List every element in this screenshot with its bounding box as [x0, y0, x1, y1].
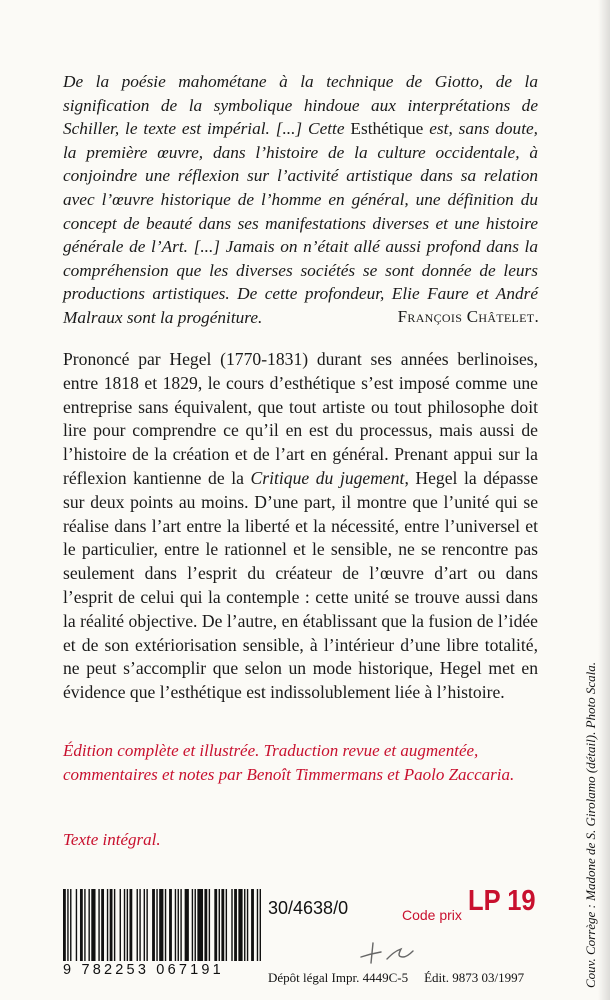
- barcode-bar: [120, 889, 121, 961]
- barcode-bar: [185, 889, 189, 961]
- barcode-bar: [88, 889, 89, 961]
- barcode-bar: [129, 889, 132, 961]
- quote-attribution: François Châtelet.: [397, 307, 539, 326]
- quote-part-2: est, sans doute, la première œuvre, dans l’histoire de la culture occidentale, à conjoindre une réflexion sur l’activité artistique dans sa relation avec l’œuvre historique de l’homme en général, une définition du concept de beauté dans ses manifestations diverses et une histoire générale de l’Art. [...] Jamais on n’était allé aussi profond dans la compréhension que les diverses sociétés se sont donnée de leurs productions artistiques. De cette profondeur, Elie Faure et André Malraux sont la progéniture.: [63, 119, 538, 327]
- edition-note: [63, 739, 553, 786]
- barcode-bar: [67, 889, 68, 961]
- barcode-bar: [144, 889, 145, 961]
- barcode-bar: [260, 889, 261, 961]
- barcode-bar: [110, 889, 113, 961]
- description-part-1: Prononcé par Hegel (1770-1831) durant ses années berlinoises, entre 1818 et 1829, le cours d’esthétique s’est imposé comme une entreprise sans équivalent, que tout artiste ou tout philosophe doit lire pour comprendre ce qu’il en est du processus, mais aussi de l’histoire de la création et de l’art en général. Prenant appui sur la réflexion kantienne de la: [63, 349, 538, 488]
- barcode-bar: [214, 889, 217, 961]
- integral-text-note: Texte intégral.: [63, 830, 161, 849]
- barcode-bar: [146, 889, 147, 961]
- price-code-label: Code prix: [402, 907, 462, 923]
- barcode-bar: [244, 889, 245, 961]
- edition-note-line-1: Édition complète et illustrée. Traduction revue et augmentée,: [63, 741, 479, 760]
- barcode-bar: [221, 889, 224, 961]
- barcode-bar: [197, 889, 203, 961]
- barcode-bar: [159, 889, 163, 961]
- barcode-bar: [139, 889, 140, 961]
- description-part-2: , Hegel la dépasse sur deux points au moins. D’une part, il montre que l’unité qui se réalise dans l’art entre la liberté et la nécessité, entre l’universel et le particulier, entre le rationnel et le sensible, ne se rencontre pas seulement dans l’esprit du créateur de l’œuvre d’art ou dans l’esprit de celui qui la contemple : cette unité se trouve aussi dans la réalité objective. De l’autre, en établissant que la fusion de l’idée et de son extériorisation sensible, à l’intérieur d’une libre totalité, ne peut s’accomplir que selon un mode historique, Hegel met en évidence que l’esthétique est indissolublement liée à l’histoire.: [63, 467, 539, 703]
- barcode-bar: [226, 889, 227, 961]
- barcode-bar: [204, 889, 207, 961]
- barcode-bar: [234, 889, 237, 961]
- isbn-code: 30/4638/0: [268, 898, 349, 918]
- handwritten-price-mark: [357, 939, 417, 965]
- description-italic-title: Critique du jugement: [250, 467, 405, 488]
- quote-part-1: De la poésie mahométane à la technique de Giotto, de la signification de la symbolique hindoue aux interprétations de Schiller, le texte est impérial. [...] Cette: [63, 72, 538, 139]
- quote-roman-word: Esthétique: [350, 119, 424, 139]
- barcode-bar: [251, 889, 254, 961]
- barcode-bar: [219, 889, 220, 961]
- barcode-bar: [169, 889, 172, 961]
- barcode-bar: [114, 889, 115, 961]
- book-description: [63, 348, 538, 705]
- barcode-bar: [98, 889, 99, 961]
- barcode: [63, 889, 261, 999]
- barcode-bar: [101, 889, 104, 961]
- cover-credits: Couv. Corrège : Madone de S. Girolamo (détail). Photo Scala.: [583, 661, 598, 988]
- page-edge-shadow: [598, 0, 610, 1000]
- barcode-bar: [137, 889, 138, 961]
- barcode-bar: [91, 889, 95, 961]
- barcode-bar: [63, 889, 66, 961]
- barcode-bar: [175, 889, 176, 961]
- barcode-bar: [84, 889, 85, 961]
- barcode-bar: [127, 889, 128, 961]
- barcode-bar: [80, 889, 83, 961]
- barcode-bar: [156, 889, 157, 961]
- barcode-bar: [178, 889, 179, 961]
- edition-note-line-2: commentaires et notes par Benoît Timmermans et Paolo Zaccaria.: [63, 764, 515, 784]
- barcode-bar: [152, 889, 155, 961]
- barcode-bar: [231, 889, 232, 961]
- barcode-bar: [124, 889, 125, 961]
- barcode-bar: [195, 889, 196, 961]
- barcode-bar: [192, 889, 193, 961]
- barcode-bar: [70, 889, 71, 961]
- barcode-bar: [257, 889, 258, 961]
- barcode-bar: [180, 889, 181, 961]
- price-code: LP 19: [468, 885, 536, 917]
- barcode-bar: [238, 889, 242, 961]
- barcode-bar: [76, 889, 77, 961]
- edition-number: Édit. 9873 03/1997: [424, 970, 525, 985]
- barcode-bar: [247, 889, 248, 961]
- barcode-bar: [165, 889, 166, 961]
- barcode-bar: [107, 889, 108, 961]
- barcode-bars: [63, 889, 261, 961]
- description-paragraph: [63, 348, 538, 705]
- legal-deposit: Dépôt légal Impr. 4449C-5: [268, 970, 409, 985]
- barcode-bar: [209, 889, 210, 961]
- legal-deposit-line: [268, 970, 540, 986]
- barcode-digits: 9 782253 067191: [63, 962, 224, 978]
- critic-quote: [63, 70, 538, 330]
